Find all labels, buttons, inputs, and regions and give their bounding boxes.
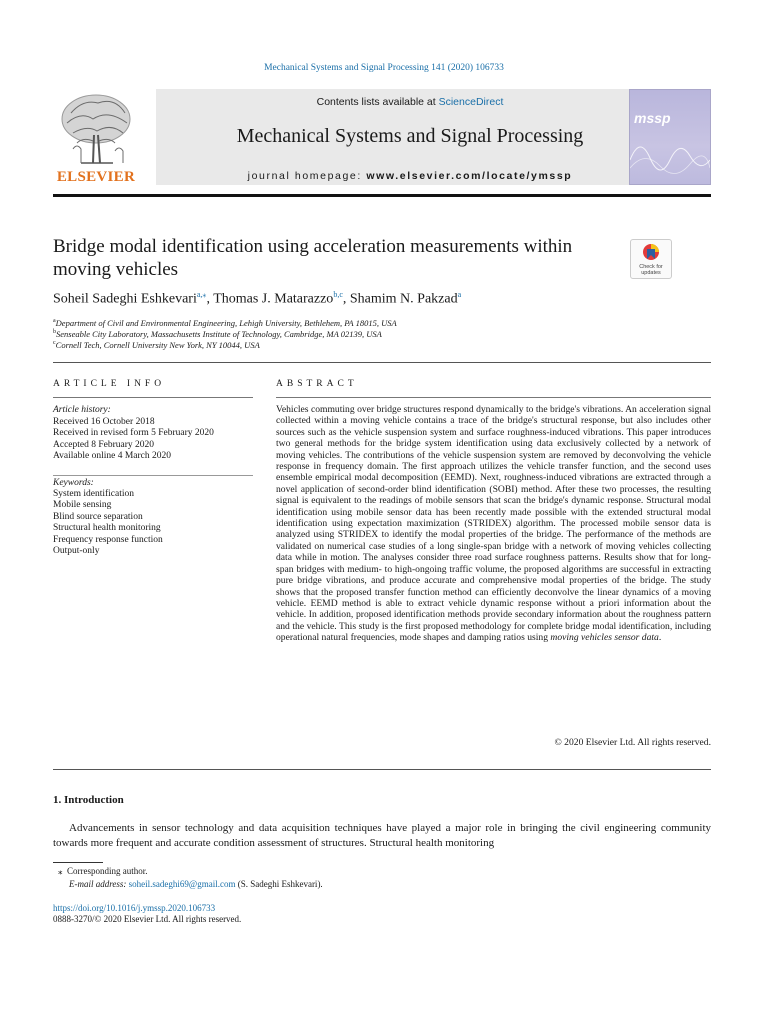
masthead-rule xyxy=(53,194,711,197)
journal-masthead xyxy=(53,89,711,185)
history-accepted: Accepted 8 February 2020 xyxy=(53,440,155,450)
article-title: Bridge modal identification using acceleration measurements within moving vehicles xyxy=(53,236,573,280)
running-head[interactable]: Mechanical Systems and Signal Processing 141 (2020) 106733 xyxy=(264,63,504,73)
author-affiliation-marker[interactable]: a,⁎ xyxy=(196,290,207,299)
contents-prefix: Contents lists available at xyxy=(316,96,439,108)
check-updates-icon xyxy=(642,243,660,263)
footnote-corresponding xyxy=(58,866,148,877)
author-separator: , xyxy=(206,291,214,307)
check-for-updates-badge[interactable] xyxy=(630,239,672,279)
email-suffix: (S. Sadeghi Eshkevari). xyxy=(235,879,323,889)
journal-cover-thumbnail[interactable] xyxy=(629,89,711,185)
affiliation-marker: b xyxy=(53,329,56,336)
abstract-heading: ABSTRACT xyxy=(276,379,358,389)
check-updates-label: Check for updates xyxy=(639,264,663,276)
keyword-item: Blind source separation xyxy=(53,512,143,522)
affiliation xyxy=(53,329,382,339)
author-affiliation-marker[interactable]: a xyxy=(457,290,462,299)
abstract-text: Vehicles commuting over bridge structures respond dynamically to the bridge's vibrations. An acceleration signal collected within a moving vehicle contains a trace of the bridge's structural response, but also includes other sources such as the vehicle suspension system and surface roughness-induced vibrations. This paper introduces two general methods for the bridge system identification using data exclusively collected by a network of moving vehicles. The contributions of the vehicle suspension system are removed by deconvolving the vehicle response in frequency domain. The first approach utilizes the vehicle transfer function, and the second uses ensemble empirical modal decomposition (EEMD). Next, roughness-induced vibrations are extracted through a novel application of second-order blind identification (SOBI) method. After these two processes, the resulting signal is equivalent to the readings of mobile sensors that scan the bridge's dynamic response. Structural modal identification using mobile sensor data has been recently made possible with the extended structural modal identification using expectation maximization (STRIDEX) algorithm. The processed mobile sensor data is analyzed using STRIDEX to identify the modal properties of the bridge. The performance of the methods are validated on numerical case studies of a long single-span bridge with a network of moving vehicles collecting data while in motion. The analyses consider three road surface roughness patterns. Results show that for long-span bridges with medium- to high-ongoing traffic volume, the proposed algorithms are successful in extracting pure bridge vibrations, and produce accurate and comprehensive modal properties of the bridge. The study shows that the proposed transfer function method can efficiently deconvolve the linear dynamics of a moving vehicle. EEMD method is able to extract vehicle dynamic response without a priori information about the vehicle. In addition, proposed identification methods provide secondary information about the roughness pattern and the vehicle. This study is the first proposed methodology for complete bridge modal identification, including operational natural frequencies, mode shapes and damping ratios using xyxy=(276,404,711,644)
keyword-item: System identification xyxy=(53,489,135,499)
history-revised: Received in revised form 5 February 2020 xyxy=(53,428,214,438)
affiliation-text: Department of Civil and Environmental Engineering, Lehigh University, Bethlehem, PA 18015, USA xyxy=(55,318,397,328)
author-name: Soheil Sadeghi Eshkevari xyxy=(53,291,197,307)
footnote-marker: ⁎ xyxy=(58,866,63,876)
abstract-rule xyxy=(276,397,711,398)
homepage-link[interactable]: www.elsevier.com/locate/ymssp xyxy=(366,170,573,182)
author-name: Shamim N. Pakzad xyxy=(349,291,458,307)
history-online: Available online 4 March 2020 xyxy=(53,451,172,461)
keyword-item: Frequency response function xyxy=(53,535,163,545)
section-heading: 1. Introduction xyxy=(53,794,124,806)
keywords-rule xyxy=(53,475,253,476)
history-received: Received 16 October 2018 xyxy=(53,417,155,427)
author-affiliation-marker[interactable]: b,c xyxy=(333,290,343,299)
abstract-italic-text: moving vehicles sensor data xyxy=(550,632,659,644)
abstract-end: . xyxy=(658,632,662,644)
sciencedirect-link[interactable]: ScienceDirect xyxy=(438,96,504,108)
section-rule xyxy=(53,362,711,363)
affiliation xyxy=(53,318,397,328)
email-label: E-mail address: xyxy=(69,879,129,889)
elsevier-logo[interactable] xyxy=(53,89,139,185)
author-name: Thomas J. Matarazzo xyxy=(213,291,334,307)
article-info-rule xyxy=(53,397,253,398)
issn-line: 0888-3270/© 2020 Elsevier Ltd. All rights reserved. xyxy=(53,914,242,924)
footnote-email xyxy=(69,879,323,889)
cover-wave-icon xyxy=(630,130,710,180)
homepage-label: journal homepage: xyxy=(247,170,367,182)
publisher-name: ELSEVIER xyxy=(56,169,136,185)
author-separator: , xyxy=(342,291,350,307)
affiliation-marker: c xyxy=(53,340,56,347)
keyword-item: Mobile sensing xyxy=(53,500,112,510)
author-list xyxy=(53,290,461,308)
journal-banner xyxy=(156,89,664,185)
abstract-copyright: © 2020 Elsevier Ltd. All rights reserved. xyxy=(554,737,711,748)
abstract-body xyxy=(276,404,711,644)
journal-homepage xyxy=(156,170,664,182)
article-history-label: Article history: xyxy=(53,405,111,415)
keyword-item: Output-only xyxy=(53,546,100,556)
tree-logo-icon xyxy=(53,89,139,169)
affiliation-marker: a xyxy=(53,318,56,325)
footnote-rule xyxy=(53,862,103,863)
section-rule xyxy=(53,769,711,770)
email-link[interactable]: soheil.sadeghi69@gmail.com xyxy=(128,879,236,889)
article-info-heading: ARTICLE INFO xyxy=(53,379,166,389)
doi-link[interactable]: https://doi.org/10.1016/j.ymssp.2020.106733 xyxy=(53,903,216,913)
cover-label: mssp xyxy=(634,110,671,126)
keyword-item: Structural health monitoring xyxy=(53,523,161,533)
affiliation xyxy=(53,340,260,350)
intro-paragraph: Advancements in sensor technology and data acquisition techniques have played a major role in bringing the civil engineering community towards more frequent and accurate condition assessment of structures. Structural health monitoring xyxy=(53,822,711,849)
contents-line xyxy=(156,96,664,108)
affiliation-text: Senseable City Laboratory, Massachusetts Institute of Technology, Cambridge, MA 02139, USA xyxy=(56,329,382,339)
affiliation-text: Cornell Tech, Cornell University New York, NY 10044, USA xyxy=(55,340,260,350)
keywords-label: Keywords: xyxy=(53,478,94,488)
footnote-text: Corresponding author. xyxy=(67,866,148,876)
journal-title[interactable]: Mechanical Systems and Signal Processing xyxy=(236,125,584,147)
